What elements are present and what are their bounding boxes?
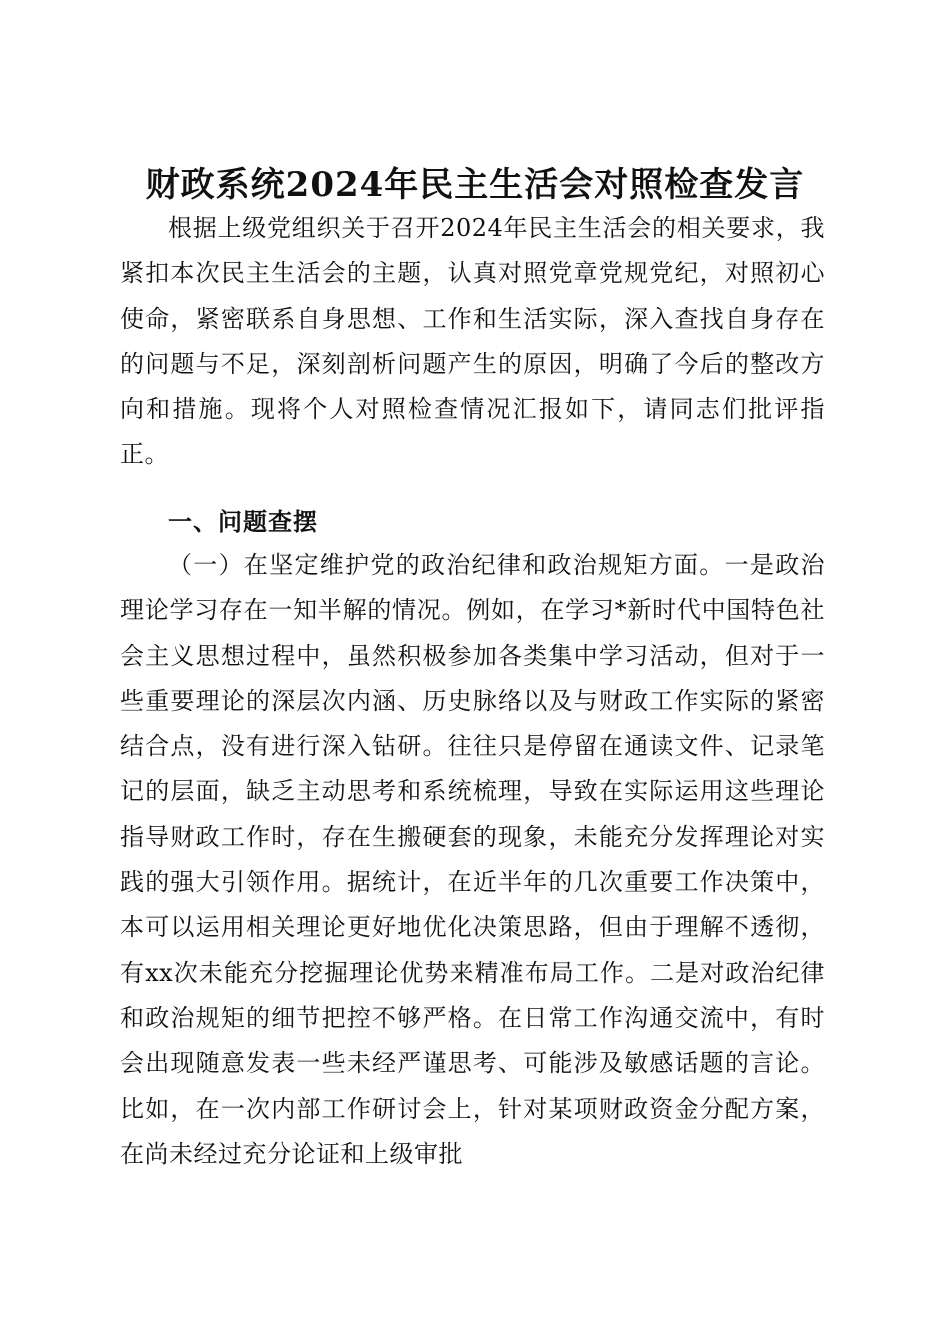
intro-paragraph: 根据上级党组织关于召开2024年民主生活会的相关要求，我紧扣本次民主生活会的主题，认真对照党章党规党纪，对照初心使命，紧密联系自身思想、工作和生活实际，深入查找自身存在的问题与不足，深刻剖析问题产生的原因，明确了今后的整改方向和措施。现将个人对照检查情况汇报如下，请同志们批评指正。 [120,214,825,469]
subsection-body: 一是政治理论学习存在一知半解的情况。例如，在学习*新时代中国特色社会主义思想过程中，虽然积极参加各类集中学习活动，但对于一些重要理论的深层次内涵、历史脉络以及与财政工作实际的紧密结合点，没有进行深入钻研。往往只是停留在通读文件、记录笔记的层面，缺乏主动思考和系统梳理，导致在实际运用这些理论指导财政工作时，存在生搬硬套的现象，未能充分发挥理论对实践的强大引领作用。据统计，在近半年的几次重要工作决策中，本可以运用相关理论更好地优化决策思路，但由于理解不透彻，有xx次未能充分挖掘理论优势来精准布局工作。二是对政治纪律和政治规矩的细节把控不够严格。在日常工作沟通交流中，有时会出现随意发表一些未经严谨思考、可能涉及敏感话题的言论。比如，在一次内部工作研讨会上，针对某项财政资金分配方案，在尚未经过充分论证和上级审批 [120,551,826,1168]
subsection-paragraph-political-discipline [120,543,825,1177]
document-title: 财政系统2024年民主生活会对照检查发言 [145,164,805,205]
subsection-heading: （一）在坚定维护党的政治纪律和政治规矩方面。 [168,551,725,579]
section-heading-problems: 一、问题查摆 [168,508,318,536]
